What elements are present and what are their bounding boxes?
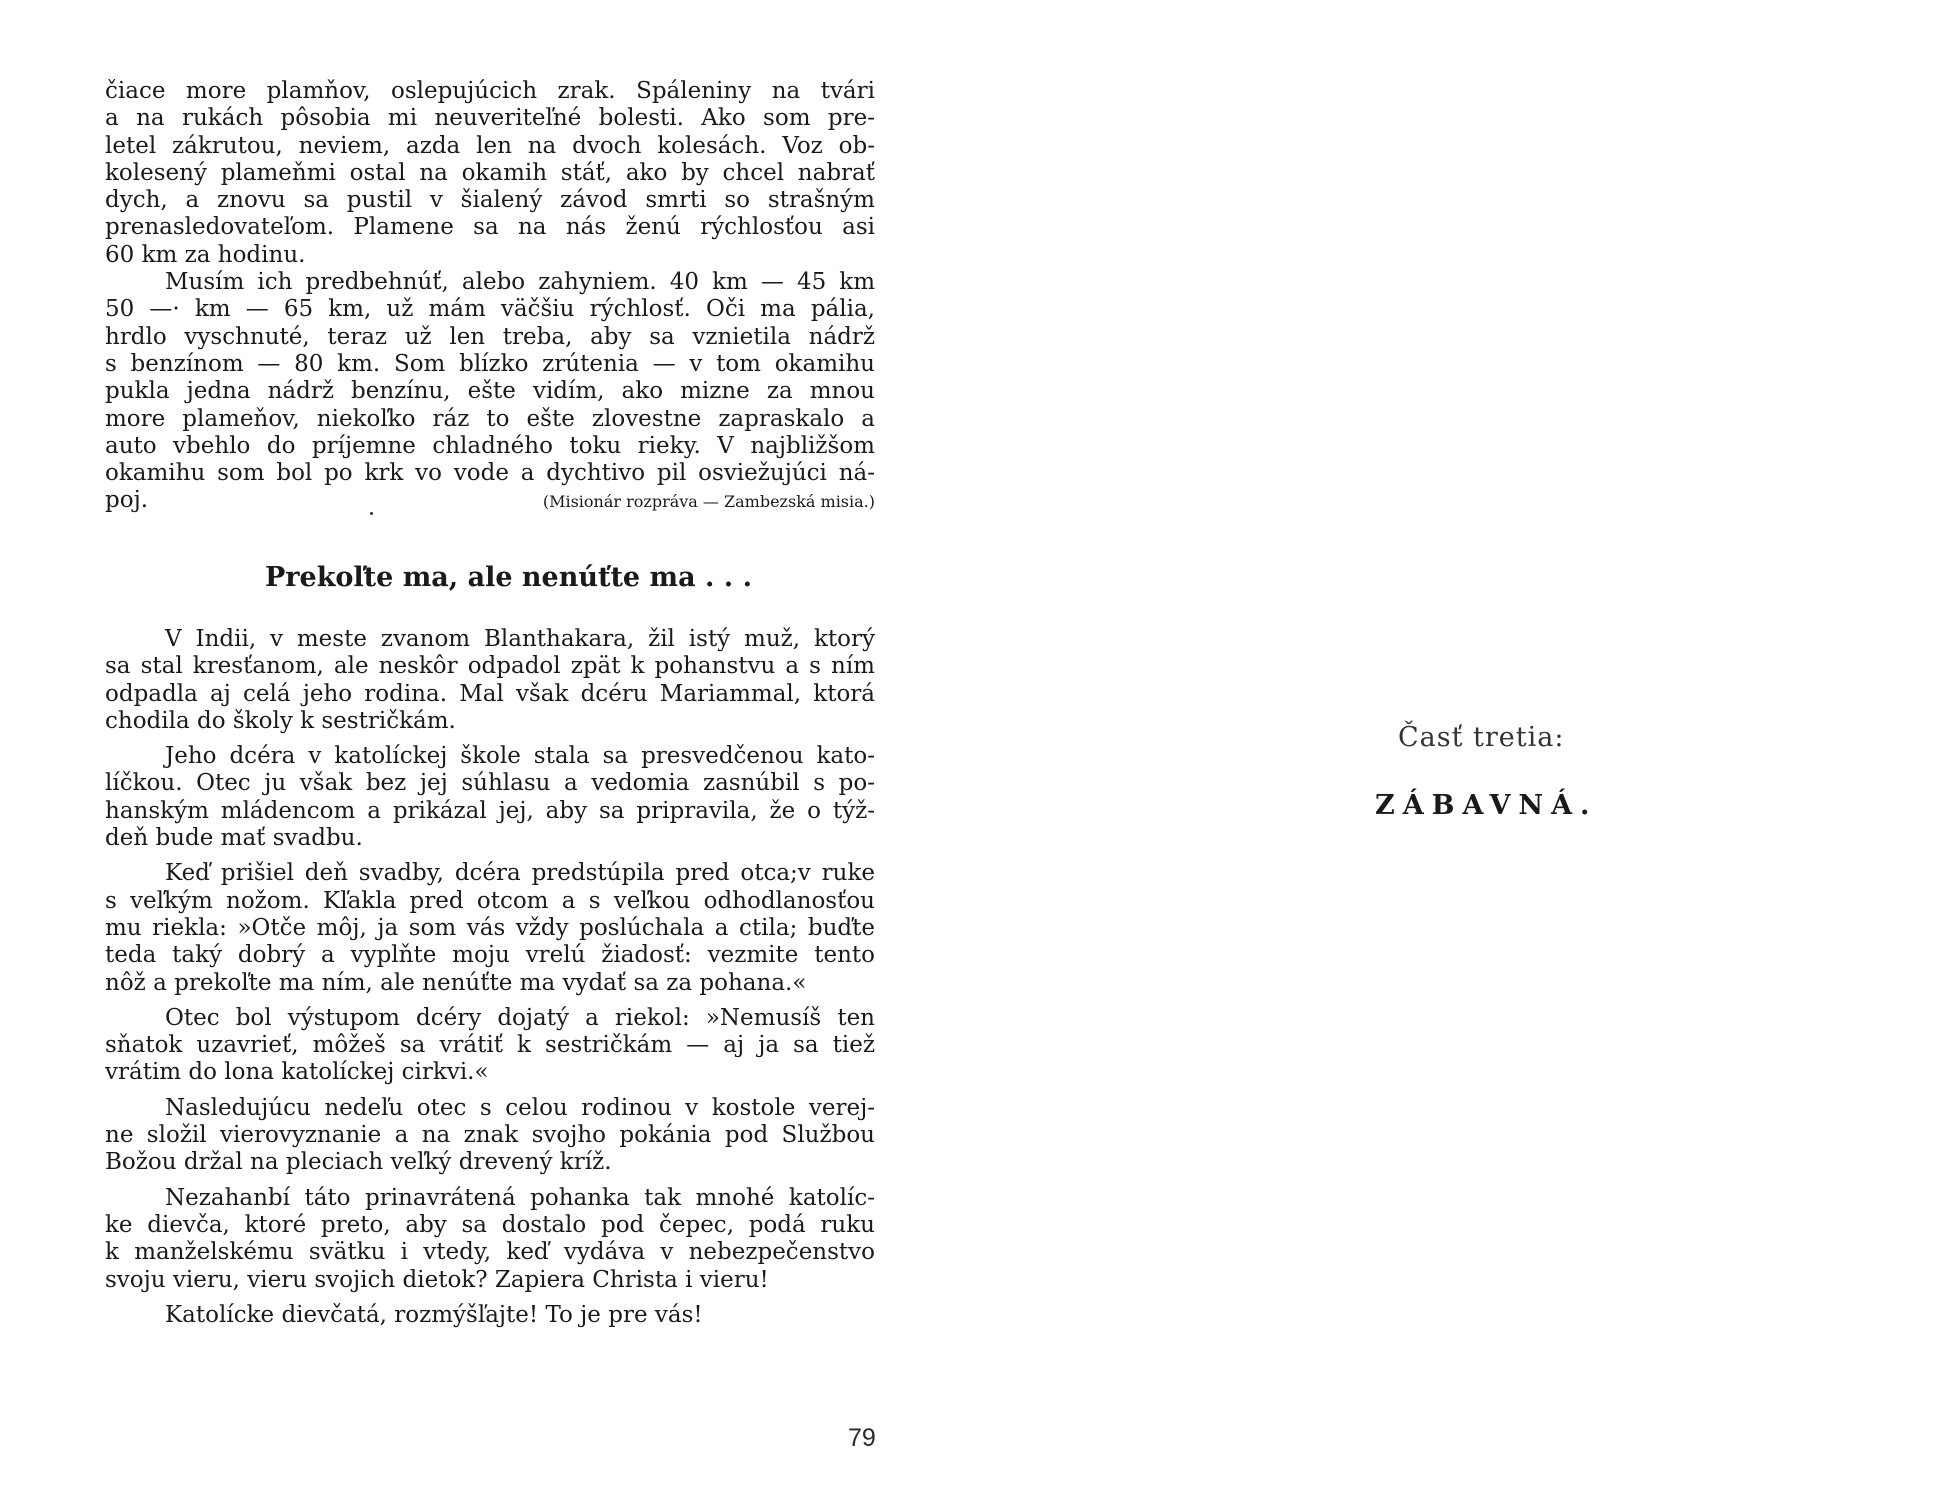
text-line: deň bude mať svadbu. (105, 825, 363, 852)
article-paragraph (105, 626, 875, 735)
text-line: Jeho dcéra v katolíckej škole stala sa presvedčenou kato- (165, 743, 875, 770)
text-line: kolesený plameňmi ostal na okamih stáť, ako by chcel nabrať (105, 159, 875, 186)
text-line: 50 —· km — 65 km, už mám väčšiu rýchlosť. Oči ma pália, (105, 296, 875, 323)
text-line: Otec bol výstupom dcéry dojatý a riekol: »Nemusíš ten (165, 1004, 875, 1031)
left-page-intro-text (105, 78, 875, 515)
text-line: líčkou. Otec ju však bez jej súhlasu a vedomia zasnúbil s po- (105, 770, 875, 797)
paragraph-gap (105, 735, 875, 743)
text-line: auto vbehlo do príjemne chladného toku rieky. V najbližšom (105, 432, 875, 459)
article-title: Prekoľte ma, ale nenúťte ma . . . (265, 562, 752, 593)
text-line: letel zákrutou, neviem, azda len na dvoch kolesách. Voz ob- (105, 132, 875, 159)
text-line: chodila do školy k sestričkám. (105, 707, 456, 734)
text-line: Musím ich predbehnúť, alebo zahyniem. 40 km — 45 km (165, 269, 875, 296)
part-name: ZÁBAVNÁ. (1375, 790, 1598, 821)
text-line: hrdlo vyschnuté, teraz už len treba, aby sa vznietila nádrž (105, 323, 875, 350)
closing-row (105, 487, 875, 514)
text-line: s veľkým nožom. Kľakla pred otcom a s veľkou odhodlanosťou (105, 887, 875, 914)
text-line: Katolícke dievčatá, rozmýšľajte! To je pre vás! (165, 1301, 703, 1328)
text-line: V Indii, v meste zvanom Blanthakara, žil istý muž, ktorý (165, 626, 875, 652)
source-note: (Misionár rozpráva — Zambezská misia.) (542, 492, 875, 512)
text-line: hanským mládencom a prikázal jej, aby sa pripravila, že o týž- (105, 797, 875, 824)
text-line: teda taký dobrý a vyplňte moju vrelú žiadosť: vezmite tento (105, 942, 875, 969)
text-line: k manželskému svätku i vtedy, keď vydáva v nebezpečenstvo (105, 1239, 875, 1266)
text-line: sa stal kresťanom, ale neskôr odpadol zpät k pohanstvu a s ním (105, 653, 875, 680)
stray-ink-dot (370, 512, 373, 515)
text-line: ke dievča, ktoré preto, aby sa dostalo pod čepec, podá ruku (105, 1211, 875, 1238)
text-line: mu riekla: »Otče môj, ja som vás vždy poslúchala a ctila; buďte (105, 914, 875, 941)
text-line: svoju vieru, vieru svojich dietok? Zapiera Christa i vieru! (105, 1266, 769, 1293)
text-line: čiace more plamňov, oslepujúcich zrak. Spáleniny na tvári (105, 78, 875, 104)
paragraph-gap (105, 1294, 875, 1302)
text-line: odpadla aj celá jeho rodina. Mal však dcéru Mariammal, ktorá (105, 680, 875, 707)
text-line: pukla jedna nádrž benzínu, ešte vidím, ako mizne za mnou (105, 378, 875, 405)
article-body (105, 626, 875, 1329)
paragraph-gap (105, 1087, 875, 1095)
page-number: 79 (848, 1424, 876, 1452)
text-line: 60 km za hodinu. (105, 241, 306, 268)
text-line: s benzínom — 80 km. Som blízko zrútenia — v tom okamihu (105, 350, 875, 377)
text-line: Keď prišiel deň svadby, dcéra predstúpila pred otca;v ruke (165, 860, 875, 887)
text-line: dych, a znovu sa pustil v šialený závod smrti so strašným (105, 187, 875, 214)
article-paragraph (105, 1185, 875, 1294)
paragraph-gap (105, 852, 875, 860)
paragraph-gap (105, 1177, 875, 1185)
text-line: vrátim do lona katolíckej cirkvi.« (105, 1059, 489, 1086)
text-line: ne složil vierovyznanie a na znak svojho pokánia pod Službou (105, 1122, 875, 1149)
article-paragraph (105, 860, 875, 996)
part-label: Časť tretia: (1398, 722, 1565, 753)
article-paragraph (105, 1005, 875, 1087)
text-line: prenasledovateľom. Plamene sa na nás ženú rýchlosťou asi (105, 214, 875, 241)
text-line: Nasledujúcu nedeľu otec s celou rodinou v kostole verej- (165, 1094, 875, 1121)
text-line: Božou držal na pleciach veľký drevený kríž. (105, 1149, 612, 1176)
text-line: more plameňov, niekoľko ráz to ešte zlovestne zapraskalo a (105, 405, 875, 432)
text-line: a na rukách pôsobia mi neuveriteľné bolesti. Ako som pre- (105, 105, 875, 132)
text-line: Nezahanbí táto prinavrátená pohanka tak mnohé katolíc- (165, 1184, 875, 1211)
text-line: nôž a prekoľte ma ním, ale nenúťte ma vydať sa za pohana.« (105, 969, 807, 996)
intro-paragraph (105, 78, 875, 269)
closing-word: poj. (105, 487, 149, 514)
article-paragraph (105, 1095, 875, 1177)
article-paragraph (105, 743, 875, 852)
text-line: sňatok uzavrieť, môžeš sa vrátiť k sestričkám — aj ja sa tiež (105, 1032, 875, 1059)
article-paragraph (105, 1302, 875, 1329)
intro-paragraph (105, 269, 875, 487)
text-line: okamihu som bol po krk vo vode a dychtivo pil osviežujúci ná- (105, 460, 875, 487)
paragraph-gap (105, 997, 875, 1005)
